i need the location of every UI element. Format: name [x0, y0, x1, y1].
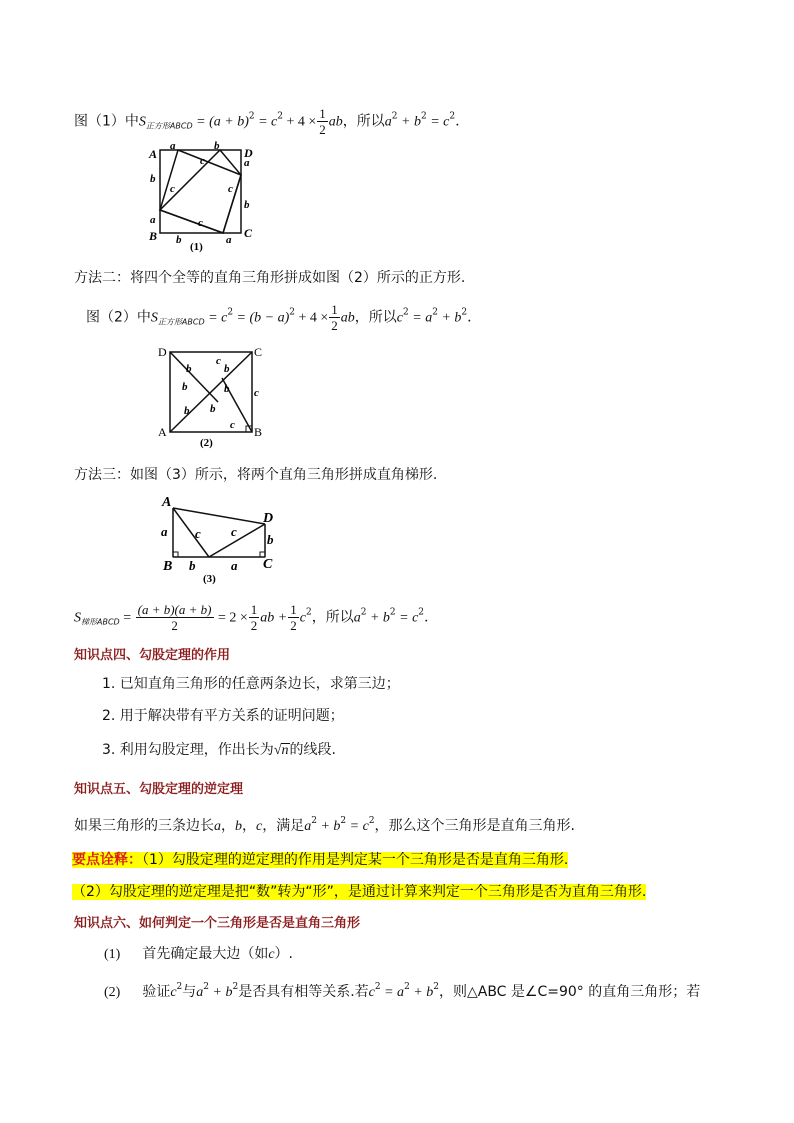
- item-4-3: 3. 利用勾股定理，作出长为√n的线段.: [102, 742, 336, 758]
- fig3-label-A: A: [162, 495, 172, 510]
- svg-text:c: c: [195, 526, 201, 541]
- paragraph-converse: 如果三角形的三条边长a，b，c，满足$a^2 + b^2 = c^2$，那么这个三角形是直角三角形.: [74, 816, 575, 834]
- key-note-1: 要点诠释：（1）勾股定理的逆定理的作用是判定某一个三角形是否是直角三角形.: [72, 852, 569, 868]
- fig2-label-C: C: [254, 345, 263, 359]
- svg-text:b: b: [224, 363, 230, 375]
- fig2-label-B: B: [254, 425, 263, 439]
- fig2-label-A: A: [158, 425, 167, 439]
- fraction-trapezoid: $\frac{(a + b)(a + b)}{2}$: [137, 602, 212, 633]
- svg-text:c: c: [170, 183, 175, 195]
- svg-text:c: c: [254, 387, 259, 399]
- svg-text:a: a: [244, 157, 250, 169]
- svg-text:c: c: [228, 183, 233, 195]
- fraction-half: $\frac{1}{2}$: [319, 106, 326, 137]
- svg-text:c: c: [231, 524, 237, 539]
- fig1-label-C: C: [244, 226, 253, 240]
- fig2-caption: (2): [200, 437, 213, 449]
- svg-text:b: b: [176, 234, 182, 246]
- key-note-2: （2）勾股定理的逆定理是把“数”转为“形”，是通过计算来判定一个三角形是否为直角三角形.: [72, 884, 647, 900]
- eq1-prefix: 图（1）中: [74, 113, 139, 130]
- method-2-text: 方法二：将四个全等的直角三角形拼成如图（2）所示的正方形.: [74, 270, 466, 286]
- svg-text:a: a: [170, 140, 176, 152]
- fig3-caption: (3): [203, 573, 216, 585]
- fig3-label-B: B: [163, 559, 173, 574]
- fraction-half: $\frac{1}{2}$: [331, 302, 338, 333]
- svg-text:b: b: [244, 199, 250, 211]
- key-note-label: 要点诠释：: [72, 852, 142, 868]
- svg-text:b: b: [189, 558, 196, 573]
- svg-text:c: c: [230, 419, 235, 431]
- figure-3: [155, 492, 290, 587]
- svg-text:b: b: [150, 173, 156, 185]
- svg-text:c: c: [198, 217, 203, 229]
- equation-3: $S_{梯形ABCD}$ = $\frac{(a + b)(a + b)}{2}$ = 2 × $\frac{1}{2}$ ab + $\frac{1}{2}$ $c^2$，所以$a^2 + b^2 = c^2$.: [74, 602, 429, 633]
- fig3-label-C: C: [263, 557, 273, 572]
- svg-text:a: a: [150, 214, 156, 226]
- equation-1: 图（1）中$S_{正方形ABCD} = (a + b)^2 = c^2 + 4$ × $\frac{1}{2}$ ab，所以$a^2 + b^2 = c^2$.: [74, 106, 460, 137]
- svg-text:b: b: [214, 140, 220, 152]
- fig1-label-A: A: [149, 147, 158, 161]
- svg-text:c: c: [216, 355, 221, 367]
- svg-text:c: c: [200, 155, 205, 167]
- fig1-label-D: D: [244, 146, 253, 160]
- fig3-label-D: D: [263, 511, 274, 526]
- item-4-1: 1. 已知直角三角形的任意两条边长，求第三边；: [102, 676, 400, 692]
- heading-knowledge-4: 知识点四、勾股定理的作用: [74, 648, 231, 663]
- svg-text:b: b: [267, 532, 274, 547]
- heading-knowledge-5: 知识点五、勾股定理的逆定理: [74, 782, 244, 797]
- item-6-1: (1) 首先确定最大边（如c）.: [104, 946, 293, 962]
- method-3-text: 方法三：如图（3）所示，将两个直角三角形拼成直角梯形.: [74, 467, 438, 483]
- fig1-label-B: B: [149, 229, 158, 243]
- svg-text:a: a: [161, 524, 168, 539]
- figure-1: [140, 140, 260, 255]
- svg-text:b: b: [184, 405, 190, 417]
- svg-text:b: b: [224, 383, 230, 395]
- svg-text:b: b: [186, 363, 192, 375]
- svg-text:b: b: [182, 381, 188, 393]
- item-6-2: (2) 验证$c^2$与$a^2 + b^2$是否具有相等关系.若$c^2 = a^2 + b^2$，则△ABC 是∠C=90° 的直角三角形；若: [104, 982, 701, 1000]
- figure-2: [150, 340, 275, 450]
- fig1-caption: (1): [190, 241, 203, 253]
- equation-2: 图（2）中$S_{正方形ABCD} = c^2 = (b - a)^2 + 4$ × $\frac{1}{2}$ ab，所以$c^2 = a^2 + b^2$.: [86, 302, 472, 333]
- svg-text:a: a: [226, 234, 232, 246]
- heading-knowledge-6: 知识点六、如何判定一个三角形是否是直角三角形: [74, 916, 361, 931]
- svg-text:b: b: [210, 403, 216, 415]
- fig2-label-D: D: [158, 345, 167, 359]
- item-4-2: 2. 用于解决带有平方关系的证明问题；: [102, 708, 344, 724]
- svg-text:a: a: [231, 558, 238, 573]
